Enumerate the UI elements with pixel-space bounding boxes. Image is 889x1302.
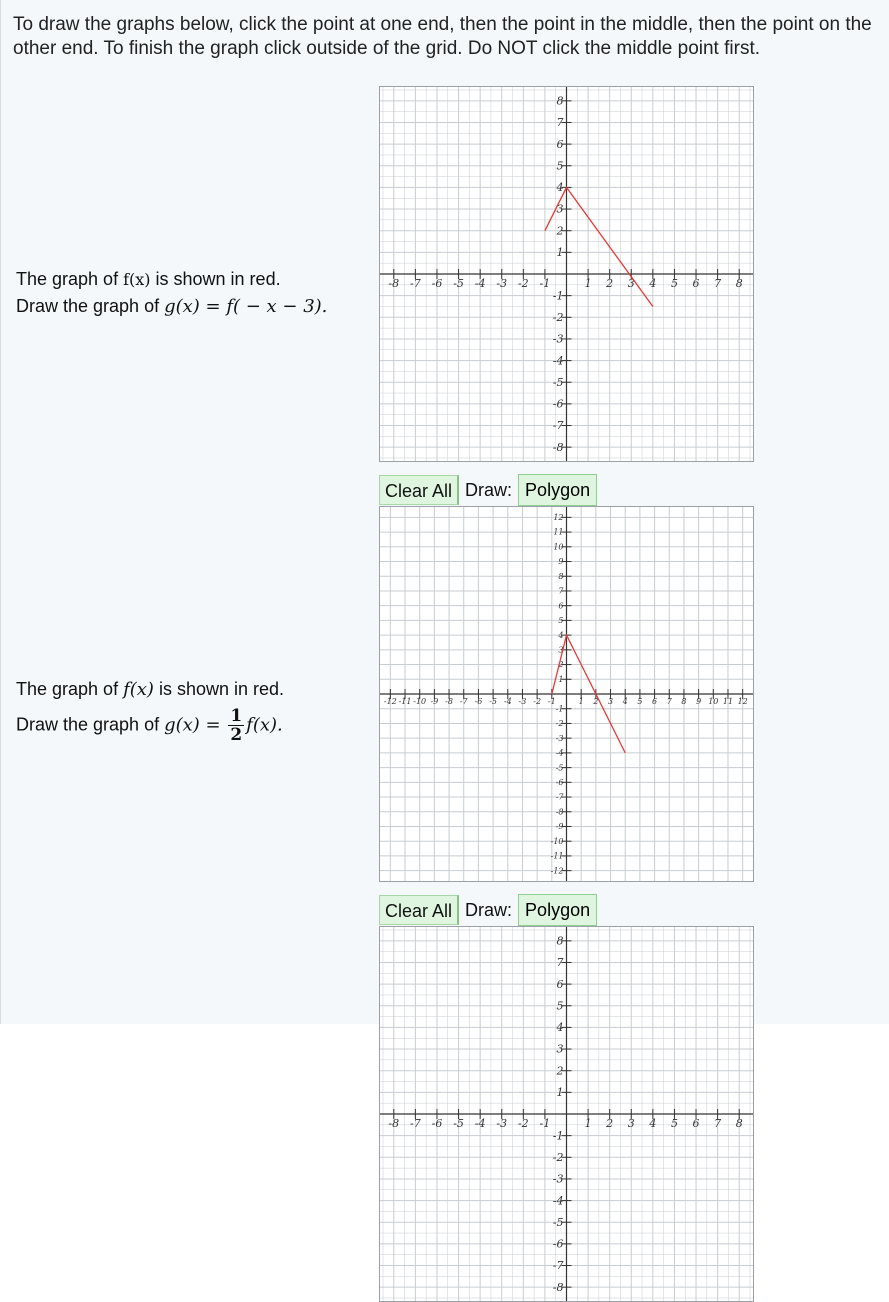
y-tick-label: 7 <box>558 586 564 596</box>
y-tick-label: -10 <box>550 836 564 846</box>
x-tick-label: -11 <box>398 697 412 706</box>
coordinate-plane[interactable] <box>380 507 753 881</box>
x-tick-label: -6 <box>474 697 483 706</box>
y-tick-label: -4 <box>552 354 564 368</box>
y-tick-label: -6 <box>552 397 564 411</box>
x-tick-label: 3 <box>607 697 614 706</box>
y-tick-label: -5 <box>555 763 564 773</box>
y-tick-label: 9 <box>558 557 564 567</box>
y-tick-label: 3 <box>558 645 564 655</box>
x-tick-label: -8 <box>445 697 453 706</box>
question-2-line-2: Draw the graph of g(x) = $\frac{1}{2}$ f(x). <box>16 706 283 745</box>
y-tick-label: -1 <box>552 289 564 303</box>
x-tick-label: 4 <box>622 697 628 706</box>
graph-2-toolbar <box>379 893 597 927</box>
y-tick-label: -8 <box>552 1280 564 1294</box>
x-tick-label: -4 <box>503 697 512 706</box>
x-tick-label: 9 <box>696 697 702 706</box>
y-tick-label: 7 <box>556 956 564 970</box>
y-tick-label: 2 <box>556 224 564 238</box>
x-tick-label: 3 <box>627 1117 635 1130</box>
x-tick-label: -10 <box>413 697 427 706</box>
y-tick-label: 8 <box>558 571 564 581</box>
x-tick-label: -8 <box>388 1117 400 1130</box>
y-tick-label: 1 <box>556 1086 564 1100</box>
axes <box>380 87 753 461</box>
axes <box>380 927 753 1301</box>
y-tick-label: 8 <box>556 934 564 948</box>
x-tick-label: 2 <box>606 1117 614 1130</box>
x-tick-label: -5 <box>453 277 464 290</box>
y-tick-label: 2 <box>558 660 564 670</box>
y-tick-label: 5 <box>556 999 564 1013</box>
graph-1-toolbar <box>379 473 597 507</box>
x-tick-label: -9 <box>430 697 439 706</box>
y-tick-label: 6 <box>556 977 564 991</box>
y-tick-label: 4 <box>558 630 564 640</box>
x-tick-label: 10 <box>708 697 719 706</box>
y-tick-label: -2 <box>552 1150 564 1164</box>
x-tick-label: -3 <box>496 1117 508 1130</box>
x-tick-label: 5 <box>670 1117 678 1130</box>
y-tick-label: -2 <box>552 310 564 324</box>
x-tick-label: -5 <box>453 1117 464 1130</box>
fraction-one-half: $\frac{1}{2}$ <box>230 706 243 745</box>
x-tick-label: 1 <box>578 697 584 706</box>
y-tick-label: -2 <box>555 719 564 729</box>
x-tick-label: 8 <box>735 1117 743 1130</box>
y-tick-label: -4 <box>552 1194 564 1208</box>
axes <box>380 507 753 881</box>
y-tick-label: -5 <box>552 375 564 389</box>
y-tick-label: -1 <box>555 704 564 714</box>
x-tick-label: -7 <box>410 277 421 290</box>
x-tick-label: 7 <box>666 697 672 706</box>
x-tick-label: 2 <box>593 697 599 706</box>
x-tick-label: -4 <box>474 277 486 290</box>
y-tick-label: -6 <box>555 777 564 787</box>
x-tick-label: -4 <box>474 1117 486 1130</box>
y-tick-label: -9 <box>555 822 564 832</box>
y-tick-label: 5 <box>556 159 564 173</box>
question-2-prompt <box>16 676 284 744</box>
y-tick-label: -7 <box>552 419 564 433</box>
x-tick-label: -2 <box>517 277 529 290</box>
y-tick-label: -3 <box>552 1172 564 1186</box>
y-tick-label: -8 <box>555 807 564 817</box>
x-tick-label: 6 <box>692 1117 700 1130</box>
y-tick-label: -5 <box>552 1215 564 1229</box>
x-tick-label: -1 <box>539 277 551 290</box>
x-tick-label: 5 <box>670 277 678 290</box>
x-tick-label: -8 <box>388 277 400 290</box>
y-tick-label: -6 <box>552 1237 564 1251</box>
draw-mode-polygon[interactable]: Polygon <box>518 474 597 506</box>
x-tick-label: 8 <box>681 697 687 706</box>
y-tick-label: 2 <box>556 1064 564 1078</box>
x-tick-label: -7 <box>459 697 468 706</box>
draw-mode-polygon[interactable]: Polygon <box>518 894 597 926</box>
x-tick-label: 12 <box>737 697 748 706</box>
y-tick-label: 6 <box>556 137 564 151</box>
coordinate-plane[interactable] <box>380 87 753 461</box>
x-tick-label: -12 <box>383 697 397 706</box>
clear-all-button[interactable]: Clear All <box>379 475 459 505</box>
x-tick-label: -1 <box>547 697 556 706</box>
x-tick-label: 2 <box>606 277 614 290</box>
draw-label: Draw: <box>465 899 513 920</box>
y-tick-label: -7 <box>552 1259 564 1273</box>
coordinate-plane[interactable] <box>380 927 753 1301</box>
x-tick-label: 4 <box>649 1117 657 1130</box>
x-tick-label: 4 <box>649 277 657 290</box>
x-tick-label: 6 <box>652 697 658 706</box>
x-tick-label: -2 <box>517 1117 529 1130</box>
y-tick-label: -12 <box>550 866 564 876</box>
y-tick-label: 5 <box>558 616 564 626</box>
x-tick-label: 1 <box>584 277 592 290</box>
question-1-line-2: Draw the graph of g(x) = f( − x − 3). <box>16 296 328 317</box>
x-tick-label: 3 <box>627 277 635 290</box>
x-tick-label: -2 <box>533 697 542 706</box>
x-tick-label: 8 <box>735 277 743 290</box>
y-tick-label: -7 <box>555 792 564 802</box>
x-tick-label: 5 <box>637 697 643 706</box>
y-tick-label: 6 <box>558 601 564 611</box>
x-tick-label: -3 <box>518 697 527 706</box>
x-tick-label: 6 <box>692 277 700 290</box>
clear-all-button[interactable]: Clear All <box>379 895 459 925</box>
x-tick-label: -7 <box>410 1117 421 1130</box>
y-tick-label: 8 <box>556 94 564 108</box>
y-tick-label: 4 <box>556 181 564 195</box>
x-tick-label: 11 <box>722 697 734 706</box>
question-1-prompt <box>16 266 327 320</box>
instructions-text: To draw the graphs below, click the point at one end, then the point in the middle, then the point on the other end. To finish the graph click outside of the grid. Do NOT click the middle point first. <box>13 14 872 59</box>
x-tick-label: 7 <box>714 1117 722 1130</box>
x-tick-label: -3 <box>496 277 508 290</box>
graph-1-grid[interactable] <box>379 86 754 462</box>
draw-label: Draw: <box>465 479 513 500</box>
x-tick-label: -1 <box>539 1117 551 1130</box>
y-tick-label: 10 <box>553 542 564 552</box>
y-tick-label: 1 <box>556 246 564 260</box>
graph-3-grid[interactable] <box>379 926 754 1302</box>
y-tick-label: -4 <box>555 748 564 758</box>
y-tick-label: -11 <box>550 851 564 861</box>
y-tick-label: 11 <box>553 527 564 537</box>
question-1-line-1: The graph of f(x) is shown in red. <box>16 269 281 289</box>
x-tick-label: 7 <box>714 277 722 290</box>
graph-2-grid[interactable] <box>379 506 754 882</box>
x-tick-label: 1 <box>584 1117 592 1130</box>
y-tick-label: -8 <box>552 440 564 454</box>
y-tick-label: 3 <box>556 1042 564 1056</box>
y-tick-label: 4 <box>556 1021 564 1035</box>
question-2-line-1: The graph of f(x) is shown in red. <box>16 679 284 700</box>
y-tick-label: 12 <box>553 513 564 523</box>
y-tick-label: 1 <box>558 674 564 684</box>
x-tick-label: -6 <box>431 1117 443 1130</box>
x-tick-label: -6 <box>431 277 443 290</box>
y-tick-label: 7 <box>556 116 564 130</box>
y-tick-label: -1 <box>552 1129 564 1143</box>
x-tick-label: -5 <box>489 697 497 706</box>
y-tick-label: -3 <box>555 733 564 743</box>
y-tick-label: 3 <box>556 202 564 216</box>
y-tick-label: -3 <box>552 332 564 346</box>
